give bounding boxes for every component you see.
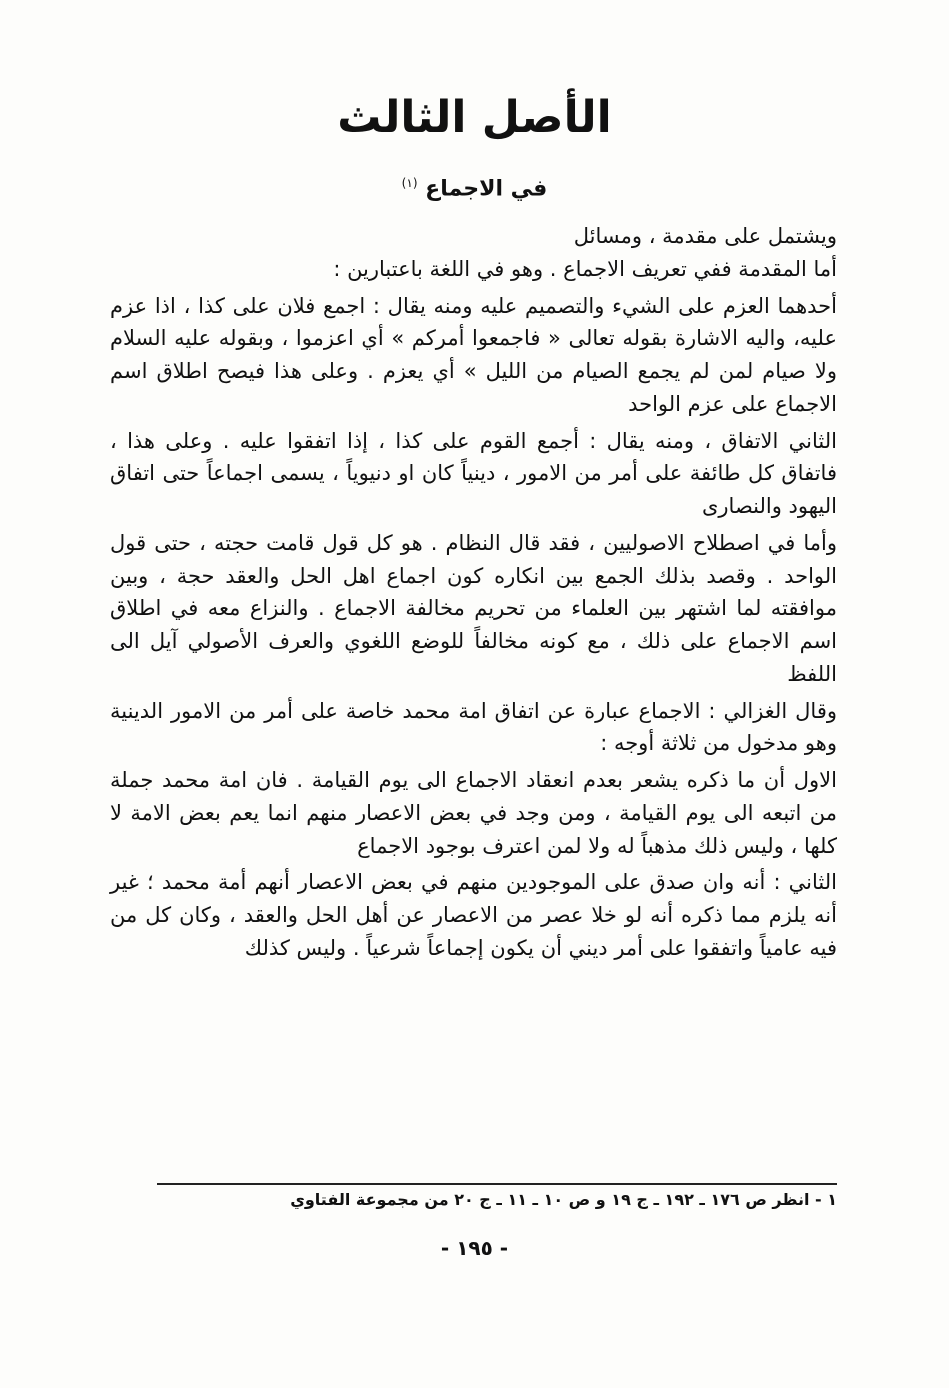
paragraph-intro: ويشتمل على مقدمة ، ومسائل: [573, 224, 837, 248]
paragraph-first-objection: الاول أن ما ذكره يشعر بعدم انعقاد الاجماع الى يوم القيامة . فان امة محمد جملة من اتبعه الى يوم القيامة ، ومن وجد في بعض الاعصار منهم انما يعم بعض الامة لا كلها ، وليس ذلك مذهباً له ولا لمن اعترف بوجود الاجماع: [110, 768, 837, 858]
subtitle-text: في الاجماع: [425, 176, 548, 202]
paragraph-muqaddima: أما المقدمة ففي تعريف الاجماع . وهو في اللغة باعتبارين :: [333, 256, 837, 281]
footnote-divider: [157, 1183, 837, 1185]
footnote-marker: (١): [401, 176, 418, 190]
chapter-subtitle: [0, 176, 949, 201]
paragraph-first-meaning: أحدهما العزم على الشيء والتصميم عليه ومنه يقال : اجمع فلان على كذا ، اذا عزم عليه، واليه الاشارة بقوله تعالى « فاجمعوا أمركم » أي اعزموا ، وبقوله عليه السلام ولا صيام لمن لم يجمع الصيام من الليل » أي يعزم . وعلى هذا فيصح اطلاق اسم الاجماع على عزم الواحد: [110, 293, 837, 416]
body-text: [110, 220, 837, 965]
paragraph-second-meaning: الثاني الاتفاق ، ومنه يقال : أجمع القوم على كذا ، إذا اتفقوا عليه . وعلى هذا ، فاتفاق كل طائفة على أمر من الامور ، دينياً كان او دنيوياً ، يسمى اجماعاً حتى اتفاق اليهود والنصارى: [110, 428, 837, 518]
paragraph-second-objection: الثاني : أنه وان صدق على الموجودين منهم في بعض الاعصار أنهم أمة محمد ؛ غير أنه يلزم مما ذكره أنه لو خلا عصر من الاعصار عن أهل الحل والعقد ، وكان كل من فيه عامياً واتفقوا على أمر ديني أن يكون إجماعاً شرعياً . وليس كذلك: [110, 870, 837, 960]
paragraph-usuli-definition: وأما في اصطلاح الاصوليين ، فقد قال النظام . هو كل قول قامت حجته ، حتى قول الواحد . وقصد بذلك الجمع بين انكاره كون اجماع اهل الحل والعقد حجة ، وبين موافقته لما اشتهر بين العلماء من تحريم مخالفة الاجماع . والنزاع معه في اطلاق اسم الاجماع على ذلك ، مع كونه مخالفاً للوضع اللغوي والعرف الأصولي آيل الى اللفظ: [110, 530, 837, 686]
paragraph-ghazali-definition: وقال الغزالي : الاجماع عبارة عن اتفاق امة محمد خاصة على أمر من الامور الدينية وهو مدخول من ثلاثة أوجه :: [110, 698, 837, 756]
footnote: ١ - انظر ص ١٧٦ ـ ١٩٢ ـ ج ١٩ و ص ١٠ ـ ١١ ـ ج ٢٠ من مجموعة الفتاوي: [290, 1190, 837, 1209]
page-number: - ١٩٥ -: [440, 1236, 509, 1260]
chapter-title: الأصل الثالث: [337, 92, 612, 143]
